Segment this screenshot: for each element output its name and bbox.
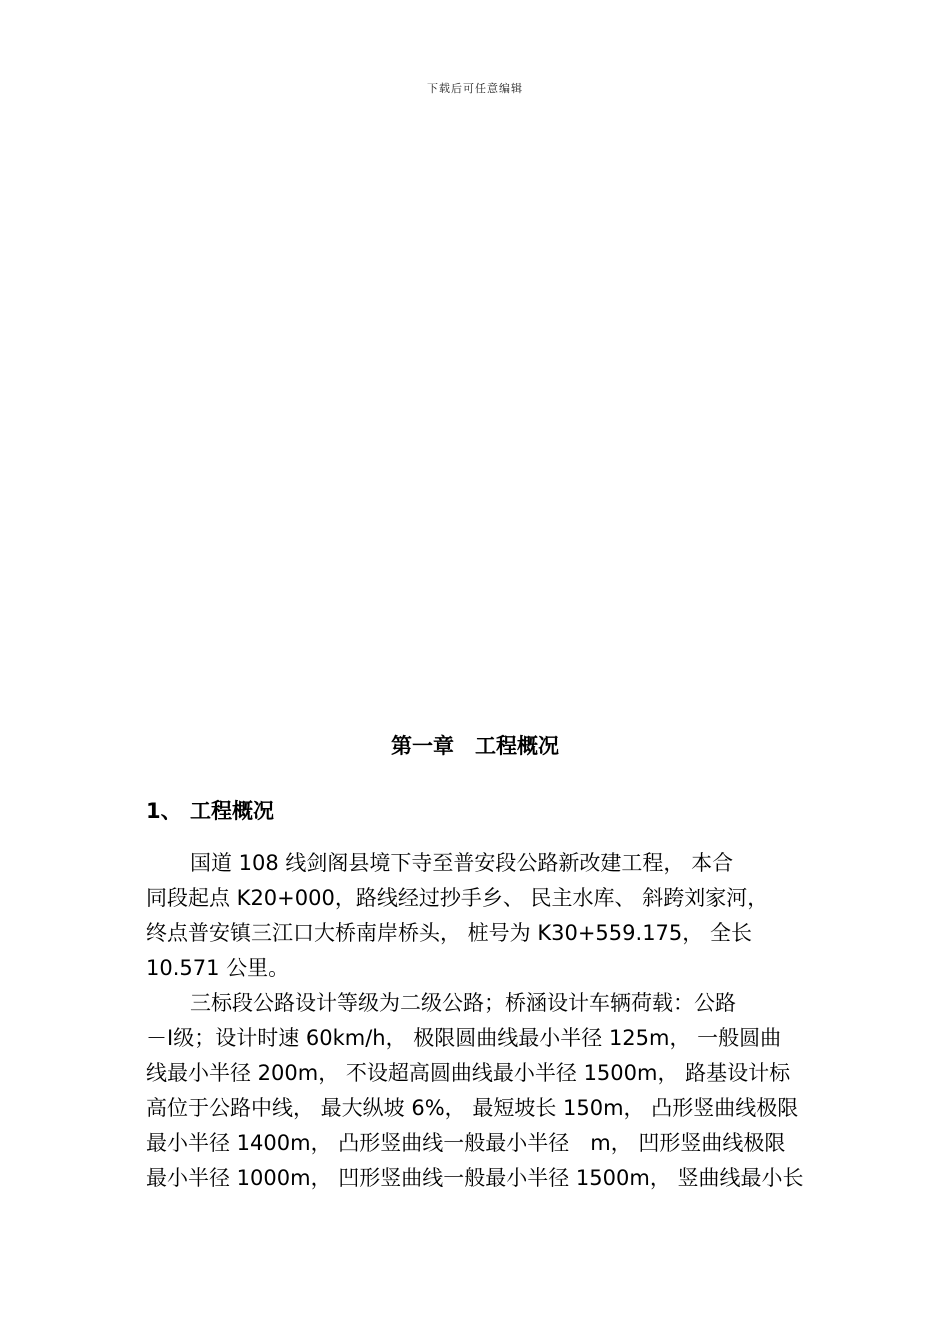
paragraph-line: －Ⅰ级；设计时速 60km/h， 极限圆曲线最小半径 125m， 一般圆曲 [146,1026,782,1050]
paragraph-design-standards [146,986,806,1196]
paragraph-line: 三标段公路设计等级为二级公路；桥涵设计车辆荷载：公路 [190,991,736,1015]
paragraph-line: 国道 108 线剑阁县境下寺至普安段公路新改建工程， 本合 [190,851,734,875]
paragraph-line: 终点普安镇三江口大桥南岸桥头， 桩号为 K30+559.175， 全长 [146,921,752,945]
paragraph-line: 最小半径 1000m， 凹形竖曲线一般最小半径 1500m， 竖曲线最小长 [146,1166,804,1190]
section-title: 工程概况 [190,799,274,823]
paragraph-line: 同段起点 K20+000，路线经过抄手乡、 民主水库、 斜跨刘家河， [146,886,769,910]
paragraph-line: 最小半径 1400m， 凸形竖曲线一般最小半径 m， 凹形竖曲线极限 [146,1131,786,1155]
section-heading [146,795,274,825]
paragraph-project-overview [146,846,806,986]
chapter-title: 第一章 工程概况 [391,734,559,758]
paragraph-line: 高位于公路中线， 最大纵坡 6%， 最短坡长 150m， 凸形竖曲线极限 [146,1096,799,1120]
paragraph-line: 线最小半径 200m， 不设超高圆曲线最小半径 1500m， 路基设计标 [146,1061,791,1085]
paragraph-line: 10.571 公里。 [146,956,290,980]
section-number: 1、 [146,799,182,823]
page-header-note: 下载后可任意编辑 [427,82,523,95]
